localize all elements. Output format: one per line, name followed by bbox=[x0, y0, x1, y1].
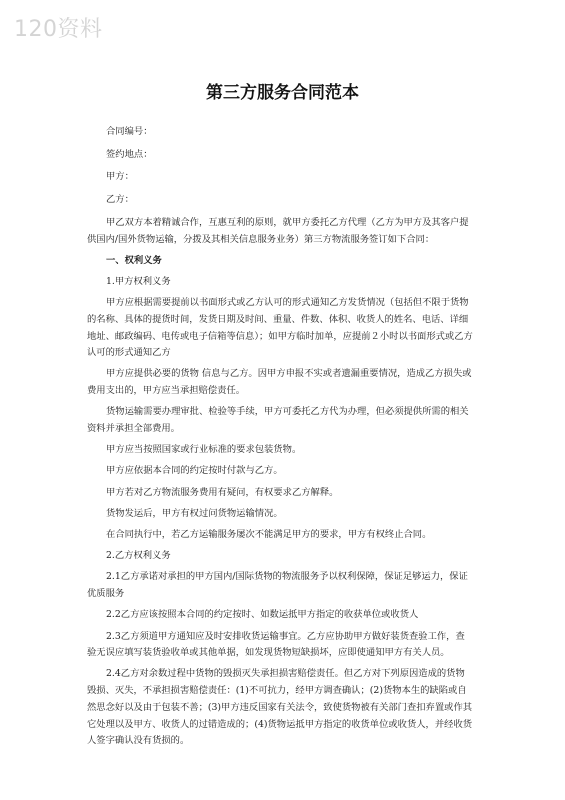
contract-number-field: 合同编号： bbox=[106, 126, 153, 137]
paragraph-a-1: 甲方应根据需要提前以书面形式或乙方认可的形式通知乙方发货情况（包括但不限于货物的名称、具体的提货时间，发货日期及时间、重量、件数、体积、收货人的姓名、电话、详细地址、邮政编码、电传或电子信箱等信息）；如甲方临时加单，应提前２小时以书面形式或乙方认可的形式通知乙方 bbox=[87, 297, 473, 359]
signing-place-field: 签约地点： bbox=[106, 148, 153, 160]
paragraph-a-8: 在合同执行中，若乙方运输服务屡次不能满足甲方的要求，甲方有权终止合同。 bbox=[106, 529, 432, 541]
subheading-party-b: 2.乙方权利义务 bbox=[106, 550, 171, 562]
party-a-field: 甲方： bbox=[106, 171, 134, 183]
paragraph-a-4: 甲方应当按照国家或行业标准的要求包装货物。 bbox=[106, 444, 302, 456]
paragraph-b-3: 2.3乙方须道甲方通知应及时安排收货运输事宜。乙方应协助甲方做好装货查验工作，查验无误应填写装货验收单或其他单据，如发现货物短缺损坏，应即使通知甲方有关人员。 bbox=[87, 630, 465, 659]
intro-paragraph: 甲乙双方本着精诚合作，互惠互利的原则，就甲方委托乙方代理（乙方为甲方及其客户提供国内/国外货物运输，分拨及其相关信息服务业务）第三方物流服务签订如下合同： bbox=[87, 216, 469, 245]
paragraph-a-5: 甲方应依据本合同的约定按时付款与乙方。 bbox=[106, 465, 283, 477]
paragraph-b-4: 2.4乙方对余数过程中货物的毁损灭失承担损害赔偿责任。但乙方对下列原因造成的货物毁损、灭失，不承担损害赔偿责任：(1)不可抗力，经甲方调查确认；(2)货物本生的缺陷或自然思念好以及由于包装不善；(3)甲方违反国家有关法令，致使货物被有关部门查扣弃置或作其它处理以及甲方、收货人的过错造成的；(4)货物运抵甲方指定的收货单位或收货人，并经收货人签字确认没有货损的。 bbox=[87, 668, 473, 747]
document-body bbox=[87, 124, 473, 755]
watermark-text: 120资料 bbox=[14, 17, 103, 42]
paragraph-a-2: 甲方应提供必要的货物 信息与乙方。因甲方申报不实或者遗漏重要情况，造成乙方损失或费用支出的，甲方应当承担赔偿责任。 bbox=[87, 368, 472, 397]
section-heading-rights: 一、权利义务 bbox=[106, 254, 162, 266]
document-title: 第三方服务合同范本 bbox=[206, 83, 359, 103]
paragraph-a-7: 货物发运后，甲方有权过问货物运输情况。 bbox=[106, 507, 283, 519]
paragraph-a-3: 货物运输需要办理审批、检验等手续，甲方可委托乙方代为办理，但必须提供所需的相关资料并承担全部费用。 bbox=[87, 406, 469, 435]
subheading-party-a: 1.甲方权利义务 bbox=[106, 275, 171, 287]
paragraph-a-6: 甲方若对乙方物流服务费用有疑问，有权要求乙方解释。 bbox=[106, 486, 339, 498]
party-b-field: 乙方： bbox=[106, 194, 134, 206]
paragraph-b-2: 2.2乙方应该按照本合同的约定按时、如数运抵甲方指定的收获单位或收货人 bbox=[106, 609, 419, 621]
paragraph-b-1: 2.1乙方承诺对承担的甲方国内/国际货物的物流服务予以权利保障，保证足够运力，保证优质服务 bbox=[87, 571, 468, 600]
